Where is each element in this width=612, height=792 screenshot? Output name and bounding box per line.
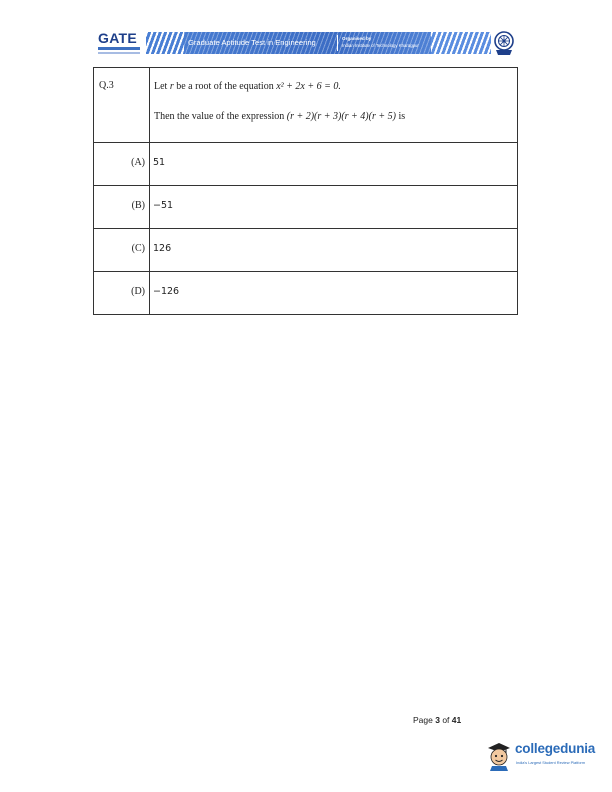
option-value: 51 bbox=[150, 143, 518, 186]
question-line2-prefix: Then the value of the expression bbox=[154, 111, 287, 122]
gate-logo-bar bbox=[98, 47, 140, 50]
option-label: (C) bbox=[94, 229, 150, 272]
banner-title: Graduate Aptitude Test in Engineering bbox=[188, 38, 316, 47]
header-banner bbox=[146, 32, 491, 54]
option-value: 126 bbox=[150, 229, 518, 272]
page-number bbox=[413, 715, 461, 725]
banner-organizer bbox=[342, 36, 419, 49]
question-row bbox=[94, 68, 518, 143]
banner-hatch-right bbox=[431, 32, 491, 54]
page-of: of bbox=[439, 715, 452, 725]
collegedunia-logo[interactable] bbox=[484, 739, 602, 771]
organizer-line2: Indian Institute of Technology Kharagpur bbox=[342, 43, 419, 48]
option-row-d[interactable] bbox=[94, 272, 518, 315]
question-number: Q.3 bbox=[94, 68, 150, 143]
question-table bbox=[93, 67, 518, 315]
banner-divider bbox=[337, 35, 338, 51]
page-prefix: Page bbox=[413, 715, 436, 725]
option-value: −51 bbox=[150, 186, 518, 229]
gate-logo bbox=[96, 31, 144, 57]
brand-name: collegedunia bbox=[515, 741, 596, 756]
gate-logo-subbar bbox=[98, 52, 140, 54]
page-current: 3 bbox=[435, 715, 440, 725]
page-header bbox=[96, 28, 524, 58]
question-line2-suffix: is bbox=[395, 111, 406, 122]
page-total: 41 bbox=[451, 715, 462, 725]
collegedunia-mascot-icon bbox=[484, 739, 514, 771]
question-text bbox=[150, 68, 518, 143]
variable-r: r bbox=[169, 81, 174, 92]
option-value: −126 bbox=[150, 272, 518, 315]
question-line1-prefix: Let bbox=[154, 81, 170, 92]
gate-logo-text: GATE bbox=[98, 30, 138, 46]
question-line-1 bbox=[154, 80, 517, 93]
question-line1-mid: be a root of the equation bbox=[173, 81, 277, 92]
question-line-2 bbox=[154, 110, 517, 123]
option-label: (A) bbox=[94, 143, 150, 186]
equation: x² + 2x + 6 = 0. bbox=[276, 81, 341, 92]
banner-hatch-left bbox=[146, 32, 184, 54]
iit-kgp-emblem-icon bbox=[493, 30, 515, 56]
option-row-c[interactable] bbox=[94, 229, 518, 272]
option-label: (D) bbox=[94, 272, 150, 315]
organizer-line1: Organised by bbox=[342, 36, 372, 41]
option-label: (B) bbox=[94, 186, 150, 229]
brand-tagline: India's Largest Student Review Platform bbox=[516, 760, 586, 765]
option-row-b[interactable] bbox=[94, 186, 518, 229]
option-row-a[interactable] bbox=[94, 143, 518, 186]
expression: (r + 2)(r + 3)(r + 4)(r + 5) bbox=[286, 111, 396, 122]
